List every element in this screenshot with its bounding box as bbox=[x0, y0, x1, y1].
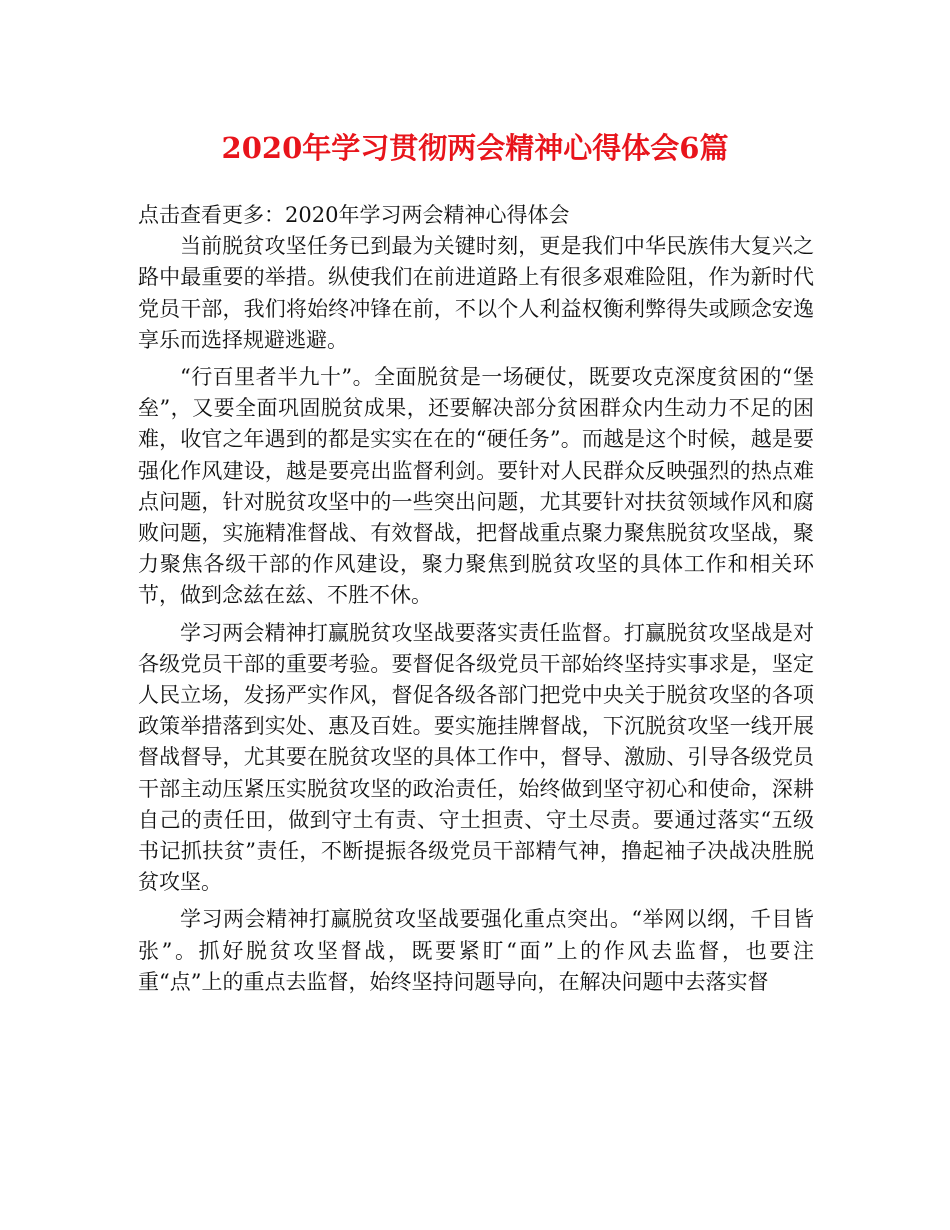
more-link[interactable]: 点击查看更多：2020年学习两会精神心得体会 bbox=[138, 203, 570, 227]
paragraph: 当前脱贫攻坚任务已到最为关键时刻，更是我们中华民族伟大复兴之路中最重要的举措。纵使我们在前进道路上有很多艰难险阻，作为新时代党员干部，我们将始终冲锋在前，不以个人利益权衡利弊得失或顾念安逸享乐而选择规避逃避。 bbox=[138, 234, 814, 352]
paragraph: 学习两会精神打赢脱贫攻坚战要落实责任监督。打赢脱贫攻坚战是对各级党员干部的重要考验。要督促各级党员干部始终坚持实事求是，坚定人民立场，发扬严实作风，督促各级各部门把党中央关于脱贫攻坚的各项政策举措落到实处、惠及百姓。要实施挂牌督战，下沉脱贫攻坚一线开展督战督导，尤其要在脱贫攻坚的具体工作中，督导、激励、引导各级党员干部主动压紧压实脱贫攻坚的政治责任，始终做到坚守初心和使命，深耕自己的责任田，做到守土有责、守土担责、守土尽责。要通过落实“五级书记抓扶贫”责任，不断提振各级党员干部精气神，撸起袖子决战决胜脱贫攻坚。 bbox=[138, 620, 814, 895]
document-title: 2020年学习贯彻两会精神心得体会6篇 bbox=[221, 131, 729, 165]
paragraph: “行百里者半九十”。全面脱贫是一场硬仗，既要攻克深度贫困的“堡垒”，又要全面巩固脱贫成果，还要解决部分贫困群众内生动力不足的困难，收官之年遇到的都是实实在在的“硬任务”。而越是这个时候，越是要强化作风建设，越是要亮出监督利剑。要针对人民群众反映强烈的热点难点问题，针对脱贫攻坚中的一些突出问题，尤其要针对扶贫领域作风和腐败问题，实施精准督战、有效督战，把督战重点聚力聚焦脱贫攻坚战，聚力聚焦各级干部的作风建设，聚力聚焦到脱贫攻坚的具体工作和相关环节，做到念兹在兹、不胜不休。 bbox=[138, 365, 814, 608]
paragraph: 学习两会精神打赢脱贫攻坚战要强化重点突出。“举网以纲，千目皆张”。抓好脱贫攻坚督战，既要紧盯“面”上的作风去监督，也要注重“点”上的重点去监督，始终坚持问题导向，在解决问题中去落实督 bbox=[138, 907, 814, 994]
document-body bbox=[138, 200, 814, 998]
